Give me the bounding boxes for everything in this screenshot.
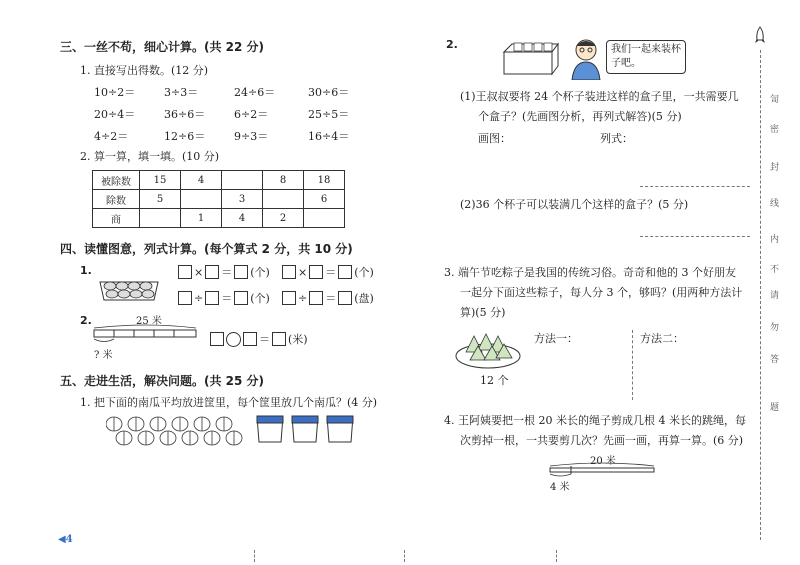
calc-item[interactable]: 25÷5＝ [308,108,350,121]
equation-2: × ＝ (个) [282,264,374,280]
calc-item[interactable]: 9÷3＝ [234,130,269,143]
table-row [93,171,345,190]
table-cell: 18 [304,171,345,190]
binding-char: 密 [770,125,780,135]
center-mark [404,550,405,562]
bar-total-label: 25 米 [136,316,162,327]
table-cell[interactable] [304,209,345,228]
section-4-title: 四、读懂图意，列式计算。(每个算式 2 分，共 10 分) [60,242,353,256]
rope-piece-label: 4 米 [550,482,570,493]
binding-char: 訇 [770,95,780,105]
binding-char: 封 [770,163,780,173]
calc-item[interactable]: 4÷2＝ [94,130,129,143]
center-mark [254,550,255,562]
draw-label: 画图： [478,132,511,145]
bar-unknown-label: ? 米 [94,350,113,361]
answer-box[interactable] [205,291,219,305]
answer-box[interactable] [178,291,192,305]
cup-box-image [502,40,560,76]
table-cell: 8 [263,171,304,190]
pumpkins-image [106,414,252,448]
rope-total-label: 20 米 [590,456,616,467]
page-number: ◀4 [58,534,73,545]
calc-item[interactable]: 20÷4＝ [94,108,136,121]
table-cell: 15 [140,171,181,190]
table-cell: 1 [181,209,222,228]
division-table [92,170,345,228]
r-q2-1-line2: 个盒子？(先画图分析，再列式解答)(5 分) [478,110,682,123]
binding-line [760,50,761,540]
answer-line[interactable] [640,236,750,237]
answer-line[interactable] [640,186,750,187]
binding-char: 题 [770,403,780,413]
table-cell: 3 [222,190,263,209]
teacher-image [566,36,606,80]
table-cell: 5 [140,190,181,209]
r-q2-1-line1: (1)王叔叔要将 24 个杯子装进这样的盒子里，一共需要几 [460,90,739,103]
calc-item[interactable]: 36÷6＝ [164,108,206,121]
equation-5: ＝ (米) [210,331,308,347]
question-1-label: 1. 直接写出得数。(12 分) [80,64,209,77]
equation-4: ÷ ＝ (盘) [282,290,374,306]
answer-box[interactable] [282,265,296,279]
table-cell: 6 [304,190,345,209]
table-cell[interactable] [181,190,222,209]
r-q4-line2: 次剪掉一根，一共要剪几次？先画一画，再算一算。(6 分) [460,434,744,447]
answer-box[interactable] [234,291,248,305]
r-q2-number: 2. [446,38,458,51]
answer-box[interactable] [178,265,192,279]
calc-item[interactable]: 6÷2＝ [234,108,269,121]
muffin-tray-image [96,272,162,302]
answer-box[interactable] [309,291,323,305]
table-row [93,190,345,209]
binding-char: 内 [770,235,780,245]
method-1-label: 方法一： [534,332,578,345]
center-mark [556,550,557,562]
baskets-image [254,412,358,446]
section-3-title: 三、一丝不苟，细心计算。(共 22 分) [60,40,265,54]
s5-question-1: 1. 把下面的南瓜平均放进筐里，每个筐里放几个南瓜？(4 分) [80,396,378,409]
answer-box[interactable] [210,332,224,346]
formula-label: 列式： [600,132,633,145]
table-cell[interactable] [140,209,181,228]
s4-q2-number: 2. [80,314,92,327]
equation-1: × ＝ (个) [178,264,270,280]
binding-char: 线 [770,199,780,209]
answer-box[interactable] [282,291,296,305]
rocket-icon [754,26,766,46]
r-q4-line1: 4. 王阿姨要把一根 20 米长的绳子剪成几根 4 米长的跳绳，每 [444,414,746,427]
method-2-label: 方法二： [640,332,684,345]
binding-char: 不 [770,265,780,275]
r-q2-2: (2)36 个杯子可以装满几个这样的盒子？(5 分) [460,198,689,211]
operator-circle[interactable] [226,332,241,347]
method-divider [632,330,633,400]
row-header: 被除数 [93,171,140,190]
calc-item[interactable]: 10÷2＝ [94,86,136,99]
calc-item[interactable]: 12÷6＝ [164,130,206,143]
calc-item[interactable]: 30÷6＝ [308,86,350,99]
section-5-title: 五、走进生活，解决问题。(共 25 分) [60,374,265,388]
question-2-label: 2. 算一算，填一填。(10 分) [80,150,220,163]
binding-char: 请 [770,291,780,301]
zongzi-count: 12 个 [480,374,509,387]
calc-item[interactable]: 24÷6＝ [234,86,276,99]
r-q3-line2: 一起分下面这些粽子，每人分 3 个，够吗？(用两种方法计 [460,286,743,299]
speech-bubble: 我们一起来装杯 子吧。 [606,40,686,74]
row-header: 除数 [93,190,140,209]
r-q3-line1: 3. 端午节吃粽子是我国的传统习俗。奇奇和他的 3 个好朋友 [444,266,736,279]
answer-box[interactable] [243,332,257,346]
answer-box[interactable] [272,332,286,346]
table-cell[interactable] [222,171,263,190]
table-cell: 4 [222,209,263,228]
answer-box[interactable] [338,265,352,279]
binding-char: 勿 [770,323,780,333]
table-cell: 4 [181,171,222,190]
calc-item[interactable]: 3÷3＝ [164,86,199,99]
answer-box[interactable] [309,265,323,279]
table-row [93,209,345,228]
calc-item[interactable]: 16÷4＝ [308,130,350,143]
binding-char: 答 [770,355,780,365]
table-cell[interactable] [263,190,304,209]
row-header: 商 [93,209,140,228]
zongzi-plate-image [454,326,522,370]
r-q3-line3: 算)(5 分) [460,306,506,319]
s4-q1-number: 1. [80,264,92,277]
answer-box[interactable] [234,265,248,279]
equation-3: ÷ ＝ (个) [178,290,270,306]
table-cell: 2 [263,209,304,228]
answer-box[interactable] [205,265,219,279]
answer-box[interactable] [338,291,352,305]
